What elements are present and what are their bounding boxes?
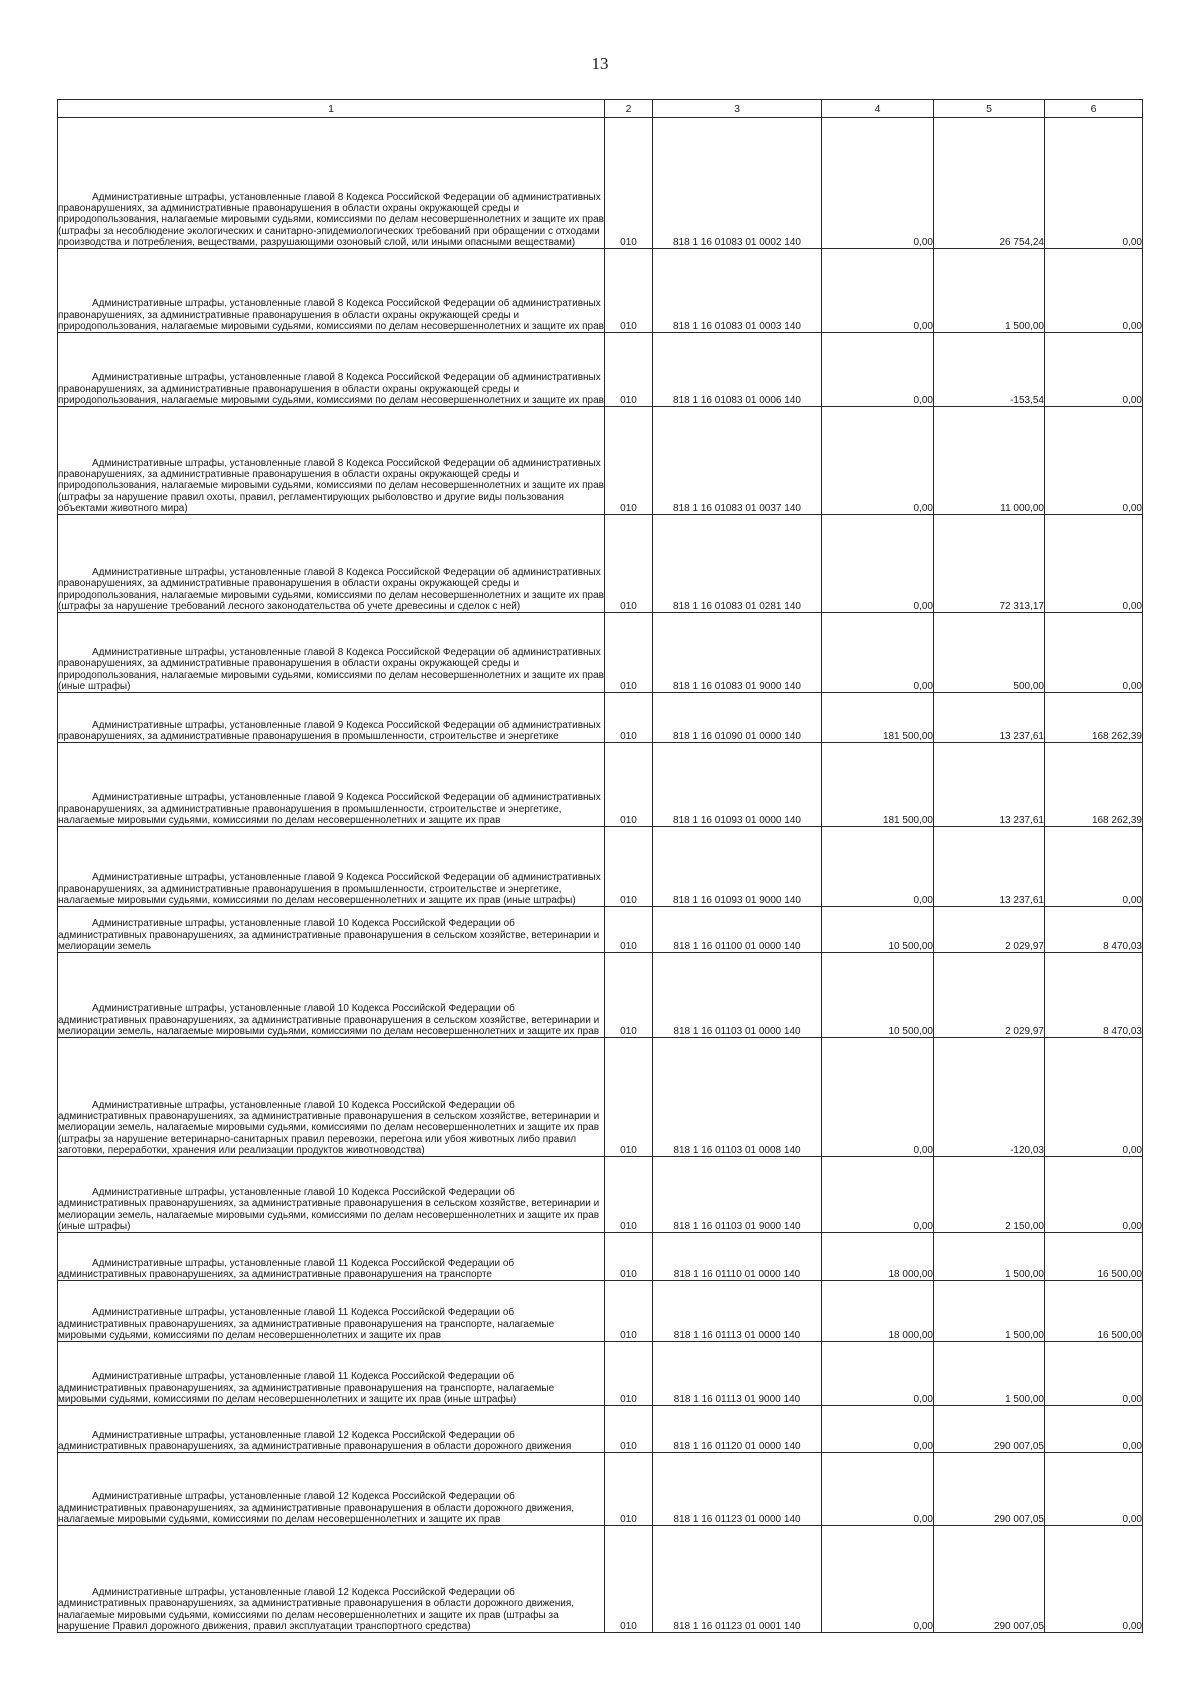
executed-amount-cell: 72 313,17 [934,515,1045,613]
desc-text: Административные штрафы, установленные главой 8 Кодекса Российской Федерации об административных правонарушениях, за административные правонарушения в области охраны окружающей среды и природопользования, налагаемые мировыми судьями, комиссиями по делам несовершеннолетних и защите их прав [58,298,604,332]
table-row [58,1342,1143,1406]
revenue-table [57,99,1143,1633]
header-row [58,100,1143,118]
desc-cell [58,743,605,827]
line-code-cell: 010 [605,249,653,333]
budget-code-cell: 818 1 16 01113 01 0000 140 [653,1281,822,1342]
executed-amount-cell: 13 237,61 [934,827,1045,907]
desc-cell [58,1453,605,1526]
desc-cell [58,1526,605,1633]
table-row [58,827,1143,907]
table-row [58,953,1143,1038]
table-row [58,407,1143,515]
approved-amount-cell: 10 500,00 [822,907,934,953]
header-col-1: 1 [58,100,605,118]
line-code-cell: 010 [605,1342,653,1406]
table-row [58,1406,1143,1453]
approved-amount-cell: 0,00 [822,1406,934,1453]
approved-amount-cell: 0,00 [822,407,934,515]
approved-amount-cell: 10 500,00 [822,953,934,1038]
unexecuted-amount-cell: 0,00 [1045,407,1143,515]
executed-amount-cell: 11 000,00 [934,407,1045,515]
line-code-cell: 010 [605,515,653,613]
desc-cell [58,1342,605,1406]
line-code-cell: 010 [605,743,653,827]
approved-amount-cell: 0,00 [822,1526,934,1633]
table-row [58,1233,1143,1281]
desc-cell [58,118,605,249]
desc-text: Административные штрафы, установленные главой 10 Кодекса Российской Федерации об административных правонарушениях, за административные правонарушения в сельском хозяйстве, ветеринарии и мелиорации земель, налагаемые мировыми судьями, комиссиями по делам несовершеннолетних и защите их прав (штрафы за нарушение ветеринарно-санитарных правил перевозки, перегона или убоя животных либо правил заготовки, переработки, хранения или реализации продуктов животноводства) [58,1099,600,1156]
executed-amount-cell: -120,03 [934,1038,1045,1157]
unexecuted-amount-cell: 0,00 [1045,1453,1143,1526]
approved-amount-cell: 181 500,00 [822,743,934,827]
line-code-cell: 010 [605,118,653,249]
desc-text: Административные штрафы, установленные главой 11 Кодекса Российской Федерации об административных правонарушениях, за административные правонарушения на транспорте, налагаемые мировыми судьями, комиссиями по делам несовершеннолетних и защите их прав (иные штрафы) [58,1371,555,1405]
budget-code-cell: 818 1 16 01083 01 9000 140 [653,613,822,693]
budget-code-cell: 818 1 16 01120 01 0000 140 [653,1406,822,1453]
line-code-cell: 010 [605,907,653,953]
desc-text: Административные штрафы, установленные главой 12 Кодекса Российской Федерации об административных правонарушениях, за административные правонарушения в области дорожного движения, налагаемые мировыми судьями, комиссиями по делам несовершеннолетних и защите их прав (штрафы за нарушение Правил дорожного движения, правил эксплуатации транспортного средства) [58,1587,575,1632]
budget-code-cell: 818 1 16 01123 01 0001 140 [653,1526,822,1633]
header-col-2: 2 [605,100,653,118]
line-code-cell: 010 [605,1526,653,1633]
table-row [58,743,1143,827]
executed-amount-cell: 1 500,00 [934,1233,1045,1281]
unexecuted-amount-cell: 0,00 [1045,827,1143,907]
line-code-cell: 010 [605,1233,653,1281]
desc-cell [58,1038,605,1157]
line-code-cell: 010 [605,827,653,907]
desc-text: Административные штрафы, установленные главой 10 Кодекса Российской Федерации об административных правонарушениях, за административные правонарушения в сельском хозяйстве, ветеринарии и мелиорации земель, налагаемые мировыми судьями, комиссиями по делам несовершеннолетних и защите их прав (иные штрафы) [58,1187,600,1232]
desc-cell [58,613,605,693]
desc-cell [58,1233,605,1281]
executed-amount-cell: 2 029,97 [934,953,1045,1038]
desc-text: Административные штрафы, установленные главой 9 Кодекса Российской Федерации об административных правонарушениях, за административные правонарушения в промышленности, строительстве и энергетике [58,719,601,742]
unexecuted-amount-cell: 0,00 [1045,515,1143,613]
desc-text: Административные штрафы, установленные главой 8 Кодекса Российской Федерации об административных правонарушениях, за административные правонарушения в области охраны окружающей среды и природопользования, налагаемые мировыми судьями, комиссиями по делам несовершеннолетних и защите их прав (штрафы за нарушение требований лесного законодательства об учете древесины и сделок с ней) [58,567,604,612]
header-col-6: 6 [1045,100,1143,118]
budget-code-cell: 818 1 16 01100 01 0000 140 [653,907,822,953]
desc-text: Административные штрафы, установленные главой 12 Кодекса Российской Федерации об административных правонарушениях, за административные правонарушения в области дорожного движения, налагаемые мировыми судьями, комиссиями по делам несовершеннолетних и защите их прав [58,1491,575,1525]
unexecuted-amount-cell: 0,00 [1045,1526,1143,1633]
line-code-cell: 010 [605,1406,653,1453]
unexecuted-amount-cell: 0,00 [1045,249,1143,333]
line-code-cell: 010 [605,693,653,743]
unexecuted-amount-cell: 0,00 [1045,1038,1143,1157]
executed-amount-cell: 290 007,05 [934,1453,1045,1526]
desc-cell [58,953,605,1038]
desc-text: Административные штрафы, установленные главой 8 Кодекса Российской Федерации об административных правонарушениях, за административные правонарушения в области охраны окружающей среды и природопользования, налагаемые мировыми судьями, комиссиями по делам несовершеннолетних и защите их прав (штрафы за несоблюдение экологических и санитарно-эпидемиологических требований при обращении с отходами производства и потребления, веществами, разрушающими озоновый слой, или иными опасными веществами) [58,191,604,248]
executed-amount-cell: 500,00 [934,613,1045,693]
unexecuted-amount-cell: 0,00 [1045,333,1143,407]
desc-cell [58,907,605,953]
unexecuted-amount-cell: 168 262,39 [1045,693,1143,743]
executed-amount-cell: -153,54 [934,333,1045,407]
table-row [58,907,1143,953]
budget-code-cell: 818 1 16 01093 01 0000 140 [653,743,822,827]
approved-amount-cell: 0,00 [822,118,934,249]
approved-amount-cell: 181 500,00 [822,693,934,743]
budget-code-cell: 818 1 16 01123 01 0000 140 [653,1453,822,1526]
unexecuted-amount-cell: 8 470,03 [1045,953,1143,1038]
budget-code-cell: 818 1 16 01103 01 0000 140 [653,953,822,1038]
budget-code-cell: 818 1 16 01110 01 0000 140 [653,1233,822,1281]
desc-text: Административные штрафы, установленные главой 8 Кодекса Российской Федерации об административных правонарушениях, за административные правонарушения в области охраны окружающей среды и природопользования, налагаемые мировыми судьями, комиссиями по делам несовершеннолетних и защите их прав (иные штрафы) [58,647,604,692]
desc-text: Административные штрафы, установленные главой 11 Кодекса Российской Федерации об административных правонарушениях, за административные правонарушения на транспорте, налагаемые мировыми судьями, комиссиями по делам несовершеннолетних и защите их прав [58,1307,555,1341]
approved-amount-cell: 0,00 [822,613,934,693]
unexecuted-amount-cell: 0,00 [1045,118,1143,249]
executed-amount-cell: 13 237,61 [934,693,1045,743]
table-row [58,118,1143,249]
line-code-cell: 010 [605,1157,653,1233]
line-code-cell: 010 [605,613,653,693]
executed-amount-cell: 1 500,00 [934,1281,1045,1342]
line-code-cell: 010 [605,1453,653,1526]
line-code-cell: 010 [605,1281,653,1342]
desc-cell [58,1157,605,1233]
table-row [58,613,1143,693]
executed-amount-cell: 290 007,05 [934,1406,1045,1453]
desc-text: Административные штрафы, установленные главой 10 Кодекса Российской Федерации об административных правонарушениях, за административные правонарушения в сельском хозяйстве, ветеринарии и мелиорации земель, налагаемые мировыми судьями, комиссиями по делам несовершеннолетних и защите их прав [58,1003,600,1037]
table-body [58,118,1143,1633]
budget-code-cell: 818 1 16 01083 01 0003 140 [653,249,822,333]
table-row [58,693,1143,743]
desc-text: Административные штрафы, установленные главой 12 Кодекса Российской Федерации об административных правонарушениях, за административные правонарушения в области дорожного движения [58,1429,572,1452]
desc-cell [58,333,605,407]
budget-code-cell: 818 1 16 01113 01 9000 140 [653,1342,822,1406]
line-code-cell: 010 [605,953,653,1038]
table-row [58,1526,1143,1633]
budget-code-cell: 818 1 16 01083 01 0037 140 [653,407,822,515]
desc-text: Административные штрафы, установленные главой 8 Кодекса Российской Федерации об административных правонарушениях, за административные правонарушения в области охраны окружающей среды и природопользования, налагаемые мировыми судьями, комиссиями по делам несовершеннолетних и защите их прав (штрафы за нарушение правил охоты, правил, регламентирующих рыболовство и другие виды пользования объектами животного мира) [58,457,604,514]
unexecuted-amount-cell: 168 262,39 [1045,743,1143,827]
table-row [58,515,1143,613]
approved-amount-cell: 0,00 [822,1342,934,1406]
desc-text: Административные штрафы, установленные главой 8 Кодекса Российской Федерации об административных правонарушениях, за административные правонарушения в области охраны окружающей среды и природопользования, налагаемые мировыми судьями, комиссиями по делам несовершеннолетних и защите их прав [58,372,604,406]
table-row [58,249,1143,333]
approved-amount-cell: 0,00 [822,249,934,333]
executed-amount-cell: 2 150,00 [934,1157,1045,1233]
executed-amount-cell: 2 029,97 [934,907,1045,953]
table-row [58,1453,1143,1526]
budget-code-cell: 818 1 16 01083 01 0281 140 [653,515,822,613]
approved-amount-cell: 0,00 [822,1157,934,1233]
desc-cell [58,1406,605,1453]
approved-amount-cell: 0,00 [822,515,934,613]
unexecuted-amount-cell: 8 470,03 [1045,907,1143,953]
budget-code-cell: 818 1 16 01103 01 9000 140 [653,1157,822,1233]
executed-amount-cell: 290 007,05 [934,1526,1045,1633]
desc-cell [58,1281,605,1342]
approved-amount-cell: 18 000,00 [822,1233,934,1281]
approved-amount-cell: 0,00 [822,827,934,907]
budget-code-cell: 818 1 16 01090 01 0000 140 [653,693,822,743]
approved-amount-cell: 0,00 [822,1038,934,1157]
table-row [58,1157,1143,1233]
executed-amount-cell: 13 237,61 [934,743,1045,827]
unexecuted-amount-cell: 0,00 [1045,1406,1143,1453]
unexecuted-amount-cell: 16 500,00 [1045,1233,1143,1281]
header-col-5: 5 [934,100,1045,118]
desc-cell [58,693,605,743]
budget-code-cell: 818 1 16 01083 01 0002 140 [653,118,822,249]
budget-code-cell: 818 1 16 01093 01 9000 140 [653,827,822,907]
unexecuted-amount-cell: 0,00 [1045,1342,1143,1406]
budget-code-cell: 818 1 16 01083 01 0006 140 [653,333,822,407]
header-col-4: 4 [822,100,934,118]
desc-cell [58,827,605,907]
desc-cell [58,407,605,515]
approved-amount-cell: 0,00 [822,333,934,407]
line-code-cell: 010 [605,1038,653,1157]
unexecuted-amount-cell: 0,00 [1045,1157,1143,1233]
approved-amount-cell: 18 000,00 [822,1281,934,1342]
page-number: 13 [591,54,609,73]
executed-amount-cell: 26 754,24 [934,118,1045,249]
executed-amount-cell: 1 500,00 [934,1342,1045,1406]
desc-text: Административные штрафы, установленные главой 11 Кодекса Российской Федерации об административных правонарушениях, за административные правонарушения на транспорте [58,1257,515,1280]
unexecuted-amount-cell: 0,00 [1045,613,1143,693]
desc-text: Административные штрафы, установленные главой 10 Кодекса Российской Федерации об административных правонарушениях, за административные правонарушения в сельском хозяйстве, ветеринарии и мелиорации земель [58,918,600,952]
desc-text: Административные штрафы, установленные главой 9 Кодекса Российской Федерации об административных правонарушениях, за административные правонарушения в промышленности, строительстве и энергетике, налагаемые мировыми судьями, комиссиями по делам несовершеннолетних и защите их прав [58,792,601,826]
unexecuted-amount-cell: 16 500,00 [1045,1281,1143,1342]
budget-code-cell: 818 1 16 01103 01 0008 140 [653,1038,822,1157]
executed-amount-cell: 1 500,00 [934,249,1045,333]
table-row [58,1281,1143,1342]
header-col-3: 3 [653,100,822,118]
table-row [58,1038,1143,1157]
approved-amount-cell: 0,00 [822,1453,934,1526]
desc-cell [58,515,605,613]
desc-text: Административные штрафы, установленные главой 9 Кодекса Российской Федерации об административных правонарушениях, за административные правонарушения в промышленности, строительстве и энергетике, налагаемые мировыми судьями, комиссиями по делам несовершеннолетних и защите их прав (иные штрафы) [58,872,601,906]
table-row [58,333,1143,407]
line-code-cell: 010 [605,407,653,515]
line-code-cell: 010 [605,333,653,407]
desc-cell [58,249,605,333]
